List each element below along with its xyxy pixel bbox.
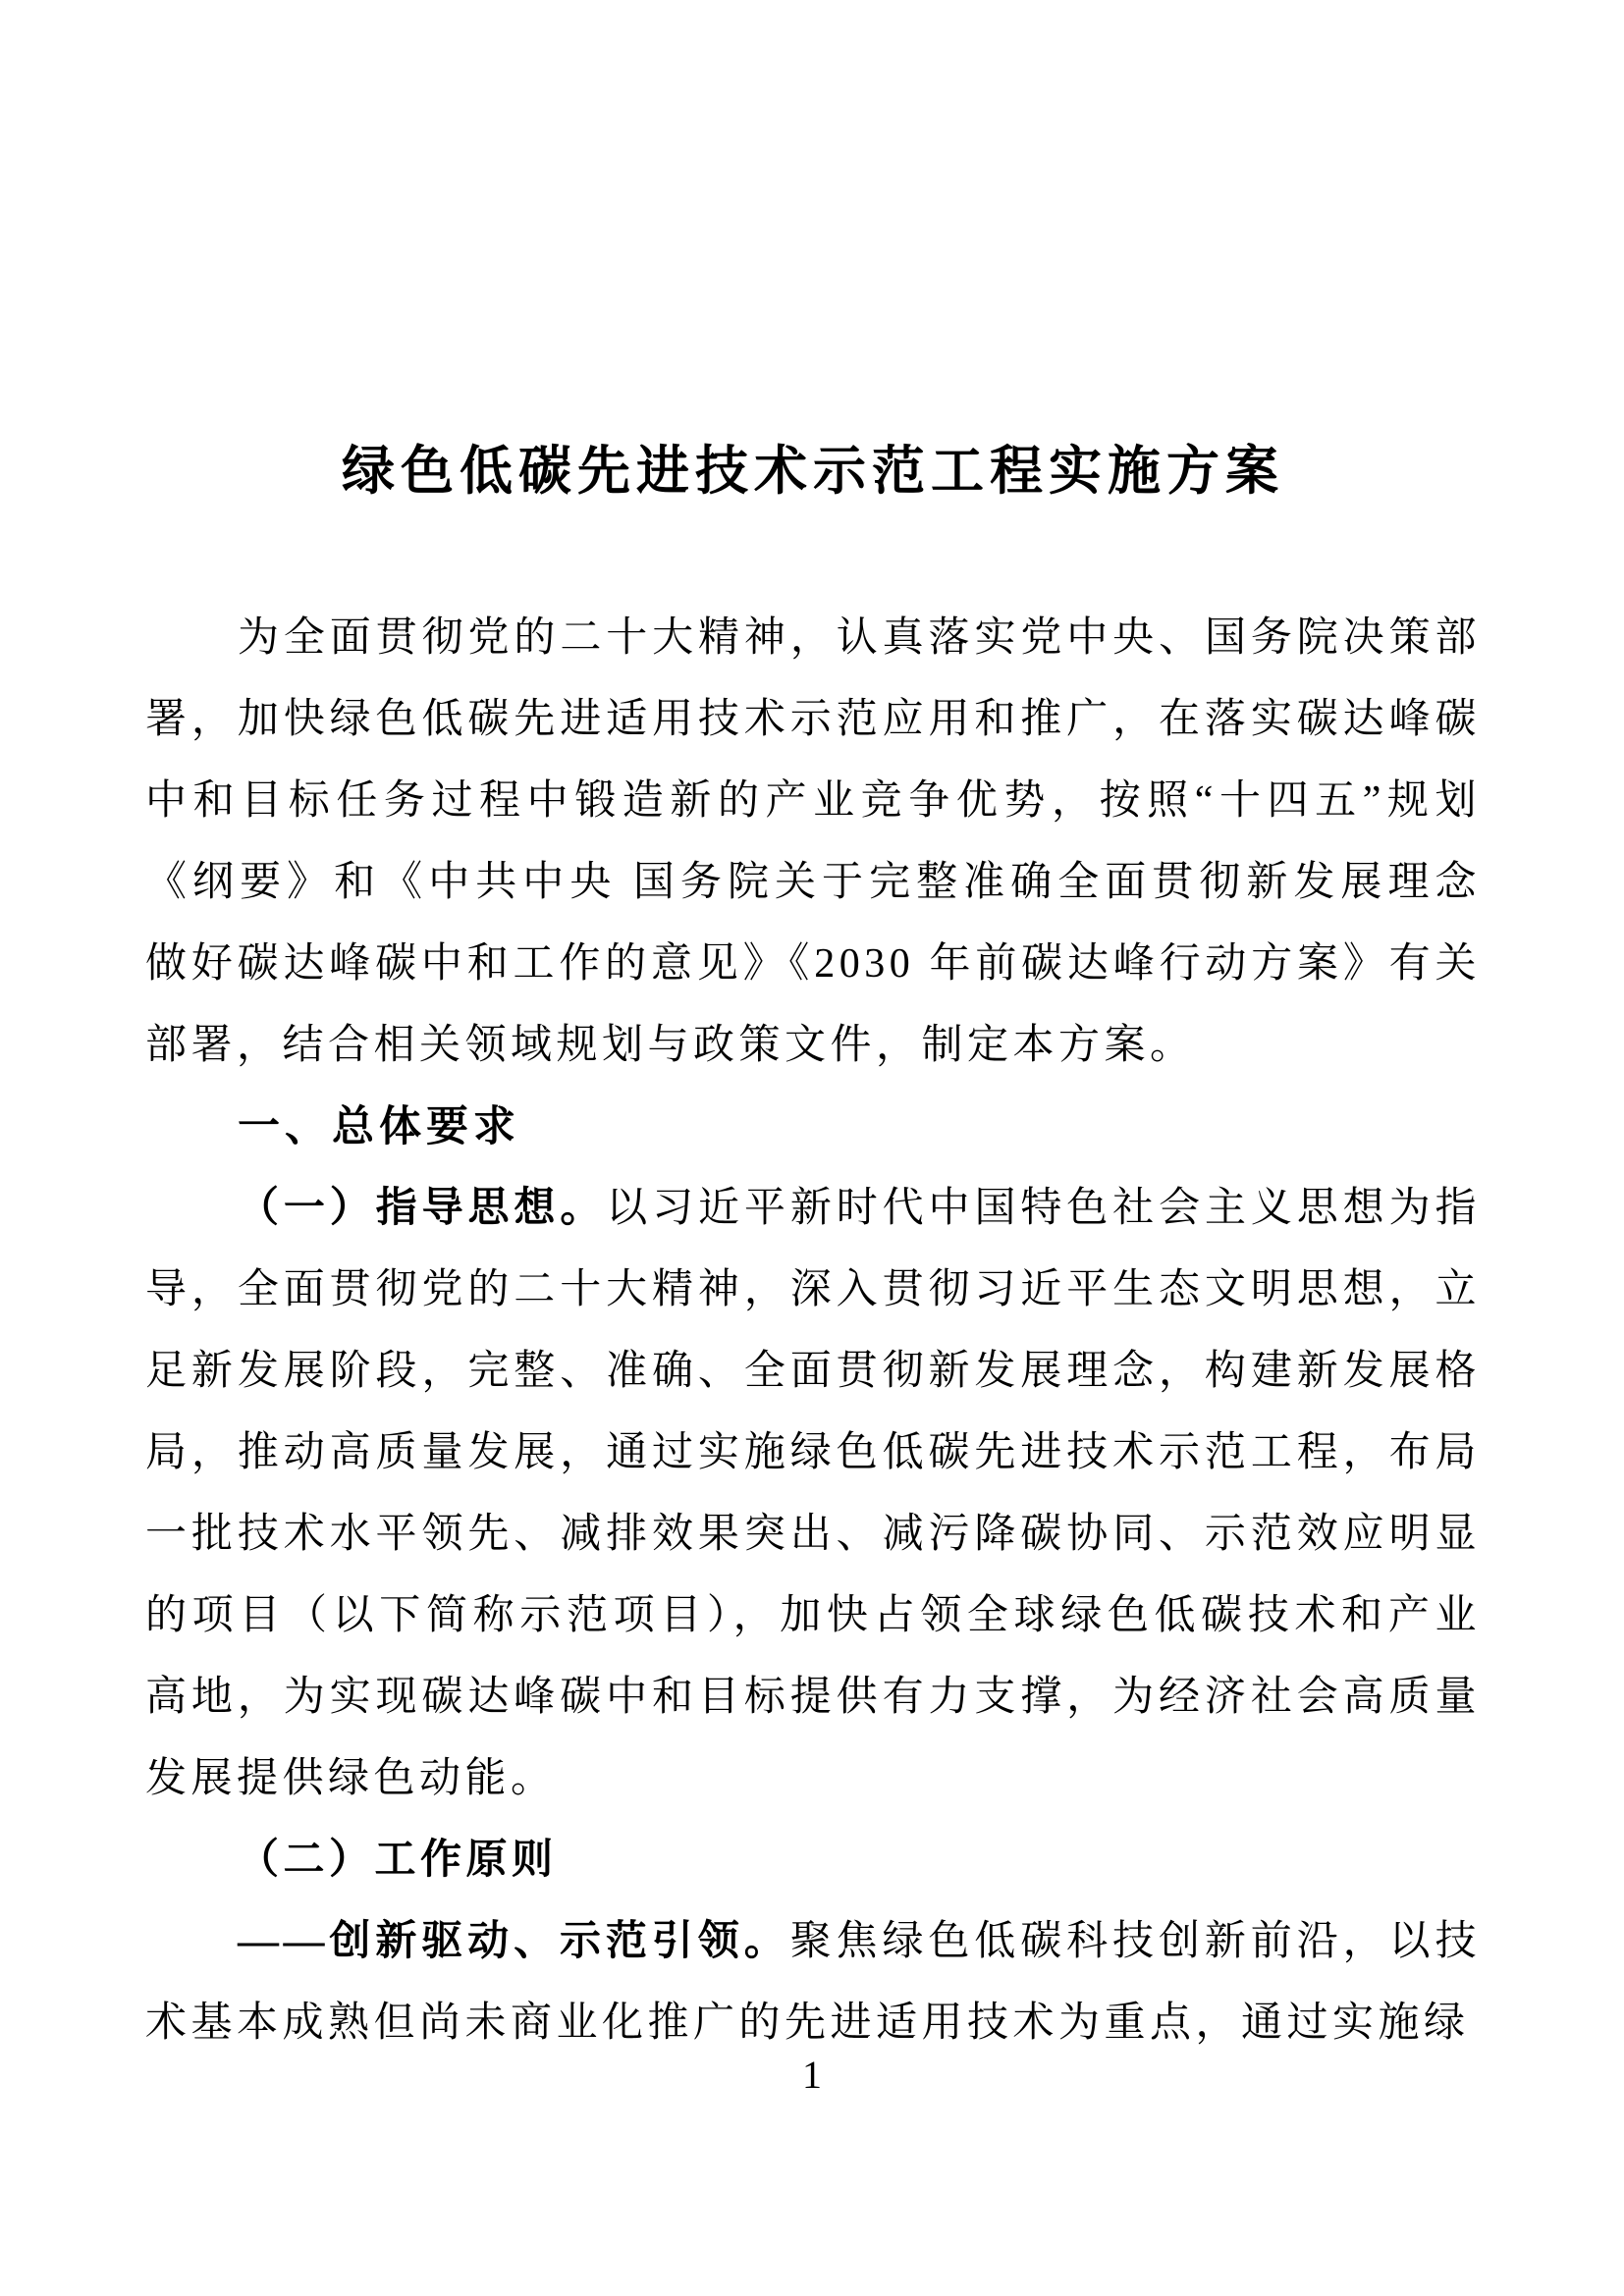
paragraph-innovation-driven-text: 聚焦绿色低碳科技创新前沿，以技术基本成熟但尚未商业化推广的先进适用技术为重点，通过实施绿: [145, 1919, 1481, 2046]
document-body: [145, 598, 1481, 2064]
paragraph-innovation-driven-lead: ——创新驱动、示范引领。: [238, 1919, 790, 1964]
paragraph-preamble-text: 为全面贯彻党的二十大精神，认真落实党中央、国务院决策部署，加快绿色低碳先进适用技术示范应用和推广，在落实碳达峰碳中和目标任务过程中锻造新的产业竞争优势，按照“十四五”规划《纲要》和《中共中央 国务院关于完整准确全面贯彻新发展理念做好碳达峰碳中和工作的意见》《2030 年前碳达峰行动方案》有关部署，结合相关领域规划与政策文件，制定本方案。: [145, 615, 1481, 1068]
paragraph-guiding-ideology-lead: （一）指导思想。: [238, 1186, 607, 1231]
paragraph-innovation-driven: [145, 1901, 1481, 2064]
subsection-heading-work-principles: [145, 1820, 1481, 1901]
text-block: [145, 0, 1481, 2064]
page-number: 1: [802, 2053, 822, 2097]
section-heading-overall-requirements: 一、总体要求: [238, 1103, 520, 1150]
paragraph-guiding-ideology: [145, 1168, 1481, 1820]
subsection-heading-work-principles-text: （二）工作原则: [238, 1838, 558, 1883]
document-title: 绿色低碳先进技术示范工程实施方案: [342, 439, 1284, 502]
paragraph-preamble: [145, 598, 1481, 1087]
paragraph-guiding-ideology-text: 以习近平新时代中国特色社会主义思想为指导，全面贯彻党的二十大精神，深入贯彻习近平生态文明思想，立足新发展阶段，完整、准确、全面贯彻新发展理念，构建新发展格局，推动高质量发展，通过实施绿色低碳先进技术示范工程，布局一批技术水平领先、减排效果突出、减污降碳协同、示范效应明显的项目（以下简称示范项目），加快占领全球绿色低碳技术和产业高地，为实现碳达峰碳中和目标提供有力支撑，为经济社会高质量发展提供绿色动能。: [145, 1186, 1481, 1801]
